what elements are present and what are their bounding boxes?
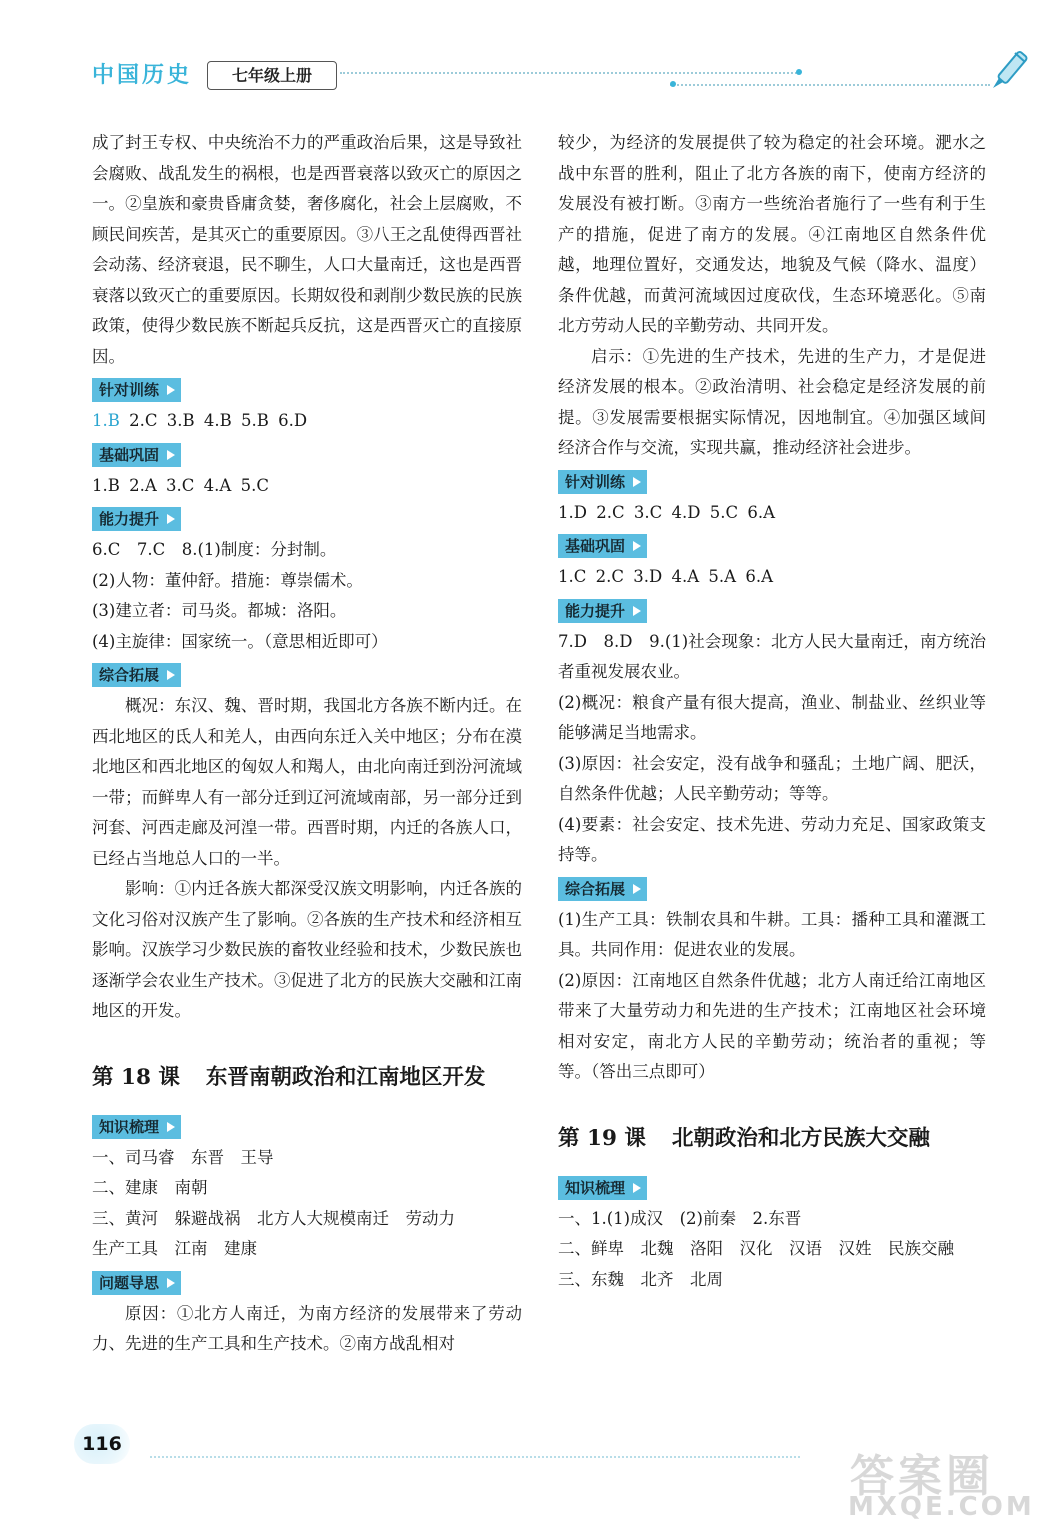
answer-line: (2)原因：江南地区自然条件优越；北方人南迁给江南地区带来了大量劳动力和先进的生产技术；江南地区社会环境相对安定，南北方人民的辛勤劳动；统治者的重视；等等。（答出三点即可）: [558, 970, 986, 1081]
answer-line: (4)主旋律：国家统一。（意思相近即可）: [92, 631, 388, 651]
right-column: [558, 128, 986, 1295]
paragraph: 成了封王专权、中央统治不力的严重政治后果，这是导致社会腐败、战乱发生的祸根，也是西晋衰落以致灭亡的原因之一。②皇族和豪贵昏庸贪婪，奢侈腐化，社会上层腐败，不顾民间疾苦，是其灭亡的重要原因。③八王之乱使得西晋社会动荡、经济衰退，民不聊生，人口大量南迁，这也是西晋衰落以致灭亡的重要原因。长期奴役和剥削少数民族的民族政策，使得少数民族不断起兵反抗，这是西晋灭亡的直接原因。: [92, 133, 522, 366]
section-tag: 基础巩固: [92, 443, 181, 467]
section-tag: 能力提升: [92, 507, 181, 531]
knowledge-line: 二、鲜卑 北魏 洛阳 汉化 汉语 汉姓 民族交融: [558, 1239, 954, 1258]
knowledge-line: 一、司马睿 东晋 王导: [92, 1147, 274, 1167]
answer-item: 1.D: [558, 502, 587, 522]
lesson-title: 东晋南朝政治和江南地区开发: [205, 1064, 486, 1090]
header-dotted-line-lower: [670, 84, 990, 86]
pen-icon: [985, 44, 1037, 96]
answer-item: 2.C: [595, 567, 624, 586]
knowledge-line: 二、建康 南朝: [92, 1178, 208, 1197]
answer-item: 6.D: [278, 411, 308, 430]
answer-line: 6.C 7.C 8.(1)制度：分封制。: [92, 540, 337, 559]
answer-item: 5.A: [708, 567, 737, 586]
section-tag: 针对训练: [558, 470, 647, 494]
answer-item: 5.C: [709, 502, 739, 522]
answer-item: 6.A: [745, 567, 773, 586]
section-tag: 综合拓展: [92, 663, 181, 687]
answer-line: (1)生产工具：铁制农具和牛耕。工具：播种工具和灌溉工具。共同作用：促进农业的发展。: [558, 909, 986, 959]
paragraph: 原因：①北方人南迁，为南方经济的发展带来了劳动力、先进的生产工具和生产技术。②南方战乱相对: [92, 1303, 522, 1353]
answer-line: (4)要素：社会安定、技术先进、劳动力充足、国家政策支持等。: [558, 814, 986, 864]
answer-line: 7.D 8.D 9.(1)社会现象：北方人民大量南迁，南方统治者重视发展农业。: [558, 631, 986, 681]
knowledge-line: 生产工具 江南 建康: [92, 1239, 257, 1258]
section-tag: 知识梳理: [92, 1115, 181, 1139]
section-tag: 针对训练: [92, 378, 181, 402]
knowledge-line: 一、1.(1)成汉 (2)前秦 2.东晋: [558, 1208, 802, 1228]
answer-item: 2.A: [129, 475, 157, 495]
answer-line: (3)建立者：司马炎。都城：洛阳。: [92, 601, 347, 620]
knowledge-line: 三、黄河 躲避战祸 北方人大规模南迁 劳动力: [92, 1208, 455, 1228]
answer-item: 1.B: [92, 475, 120, 495]
answer-item: 1.B: [92, 411, 120, 430]
answer-item: 6.A: [747, 502, 776, 522]
lesson-heading: [558, 1122, 986, 1156]
section-tag: 知识梳理: [558, 1176, 647, 1200]
lesson-number: 第 18 课: [92, 1064, 180, 1090]
answer-item: 4.D: [671, 502, 701, 522]
grade-label: 七年级上册: [207, 61, 337, 90]
answer-item: 5.C: [240, 475, 269, 495]
answer-item: 3.D: [633, 567, 663, 586]
answer-item: 4.A: [671, 567, 700, 586]
answer-line: (3)原因：社会安定，没有战争和骚乱；土地广阔、肥沃，自然条件优越；人民辛勤劳动；等等。: [558, 753, 986, 803]
header-dot: [670, 81, 676, 87]
answer-row: [558, 562, 986, 593]
answer-item: 5.B: [241, 411, 269, 430]
paragraph: 影响：①内迁各族大都深受汉族文明影响，内迁各族的文化习俗对汉族产生了影响。②各族的生产技术和经济相互影响。汉族学习少数民族的畜牧业经验和技术，少数民族也逐渐学会农业生产技术。③促进了北方的民族大交融和江南地区的开发。: [92, 879, 522, 1020]
watermark: [820, 1440, 1035, 1530]
section-tag: 能力提升: [558, 599, 647, 623]
section-tag: 综合拓展: [558, 877, 647, 901]
section-tag: 问题导思: [92, 1271, 181, 1295]
watermark-text: 答案圈: [850, 1451, 994, 1502]
answer-item: 3.C: [166, 475, 195, 495]
answer-item: 1.C: [558, 567, 587, 586]
left-column: [92, 128, 522, 1360]
answer-item: 3.C: [633, 502, 663, 522]
header-dotted-line: [340, 72, 800, 74]
section-tag: 基础巩固: [558, 534, 647, 558]
footer-dotted-line: [150, 1456, 800, 1458]
answer-item: 2.C: [596, 502, 625, 522]
answer-row: [92, 471, 522, 502]
lesson-number: 第 19 课: [558, 1125, 646, 1151]
answer-row: [92, 406, 522, 437]
answer-item: 4.B: [203, 411, 232, 430]
paragraph: 概况：东汉、魏、晋时期，我国北方各族不断内迁。在西北地区的氐人和羌人，由西向东迁入关中地区；分布在漠北地区和西北地区的匈奴人和羯人，由北向南迁到汾河流域一带；而鲜卑人有一部分迁到辽河流域南部，另一部分迁到河套、河西走廊及河湟一带。西晋时期，内迁的各族人口，已经占当地总人口的一半。: [92, 696, 522, 868]
lesson-title: 北朝政治和北方民族大交融: [671, 1125, 930, 1151]
answer-item: 3.B: [166, 411, 195, 430]
answer-item: 4.A: [203, 475, 232, 495]
answer-row: [558, 498, 986, 529]
page-number: 116: [74, 1424, 130, 1464]
answer-line: (2)人物：董仲舒。措施：尊崇儒术。: [92, 570, 363, 590]
watermark-url: MXQE.COM: [848, 1492, 1035, 1522]
paragraph: 启示：①先进的生产技术，先进的生产力，才是促进经济发展的根本。②政治清明、社会稳定是经济发展的前提。③发展需要根据实际情况，因地制宜。④加强区域间经济合作与交流，实现共赢，推动经济社会进步。: [558, 346, 986, 457]
lesson-heading: [92, 1061, 522, 1095]
answer-item: 2.C: [129, 411, 158, 430]
page-header: [0, 0, 1040, 100]
paragraph: 较少，为经济的发展提供了较为稳定的社会环境。淝水之战中东晋的胜利，阻止了北方各族的南下，使南方经济的发展没有被打断。③南方一些统治者施行了一些有利于生产的措施，促进了南方的发展。④江南地区自然条件优越，地理位置好，交通发达，地貌及气候（降水、温度）条件优越，而黄河流域因过度砍伐，生态环境恶化。⑤南北方劳动人民的辛勤劳动、共同开发。: [558, 133, 986, 335]
knowledge-line: 三、东魏 北齐 北周: [558, 1269, 723, 1289]
subject-title: 中国历史: [92, 63, 193, 88]
header-dot: [796, 69, 802, 75]
answer-line: (2)概况：粮食产量有很大提高，渔业、制盐业、丝织业等能够满足当地需求。: [558, 692, 986, 742]
